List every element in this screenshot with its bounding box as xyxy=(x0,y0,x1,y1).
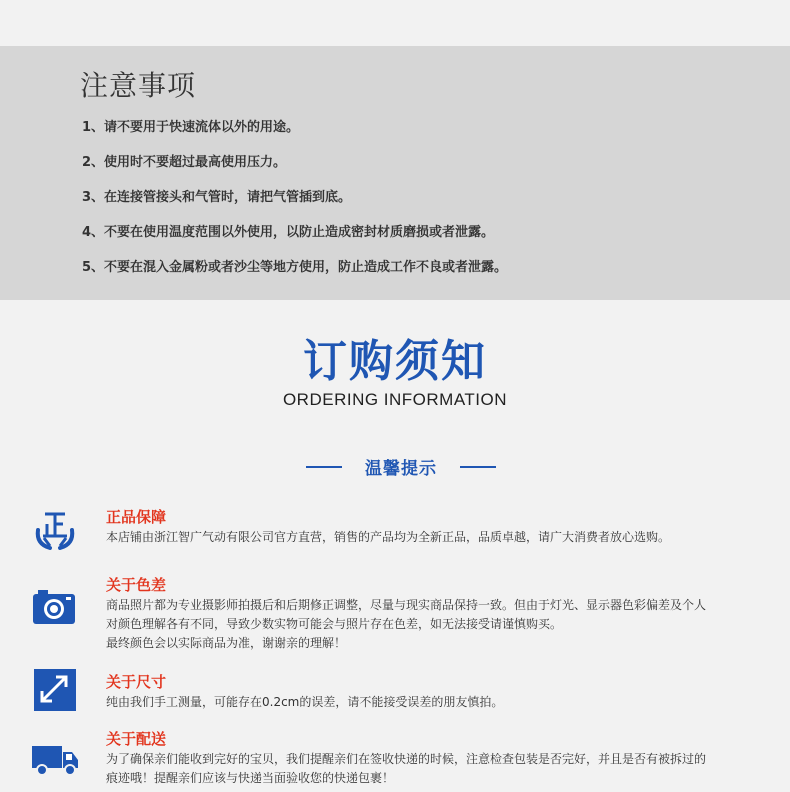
section-line: 本店铺由浙江智广气动有限公司官方直营，销售的产品均为全新正品，品质卓越，请广大消费者放心选购。 xyxy=(106,530,671,544)
notice-panel xyxy=(0,46,790,300)
section-body xyxy=(106,750,768,788)
section-line: 为了确保亲们能收到完好的宝贝，我们提醒亲们在签收快递的时候，注意检查包装是否完好，并且是否有被拆过的 xyxy=(106,752,707,766)
ordering-subtitle: ORDERING INFORMATION xyxy=(282,390,508,409)
top-strip xyxy=(0,0,790,46)
genuine-shield-icon xyxy=(30,508,80,554)
camera-icon xyxy=(30,584,80,630)
notice-item: 4、不要在使用温度范围以外使用，以防止造成密封材质磨损或者泄露。 xyxy=(82,225,495,240)
tip-text: 温馨提示 xyxy=(365,459,437,479)
notice-list xyxy=(82,118,507,293)
section-body xyxy=(106,693,768,712)
section-heading: 关于配送 xyxy=(106,730,167,748)
notice-title: 注意事项 xyxy=(80,69,197,102)
notice-item: 5、不要在混入金属粉或者沙尘等地方使用，防止造成工作不良或者泄露。 xyxy=(82,260,508,275)
ruler-arrow-icon xyxy=(30,669,80,715)
tip-line-left xyxy=(306,466,342,468)
notice-item: 1、请不要用于快速流体以外的用途。 xyxy=(82,120,300,135)
section-line: 痕迹哦！提醒亲们应该与快递当面验收您的快递包裹！ xyxy=(106,771,395,785)
section-body xyxy=(106,596,768,653)
section-heading: 关于色差 xyxy=(106,576,167,594)
section-line: 最终颜色会以实际商品为准，谢谢亲的理解！ xyxy=(106,636,347,650)
tip-line-right xyxy=(460,466,496,468)
section-line: 对颜色理解各有不同，导致少数实物可能会与照片存在色差，如无法接受请谨慎购买。 xyxy=(106,617,563,631)
section-line: 纯由我们手工测量，可能存在0.2cm的误差，请不能接受误差的朋友慎拍。 xyxy=(106,695,504,709)
section-body xyxy=(106,528,768,547)
notice-item: 2、使用时不要超过最高使用压力。 xyxy=(82,155,287,170)
delivery-truck-icon xyxy=(30,742,80,788)
section-heading: 正品保障 xyxy=(106,508,167,526)
ordering-title: 订购须知 xyxy=(303,336,487,387)
notice-item: 3、在连接管接头和气管时，请把气管插到底。 xyxy=(82,190,352,205)
section-line: 商品照片都为专业摄影师拍摄后和后期修正调整，尽量与现实商品保持一致。但由于灯光、显示器色彩偏差及个人 xyxy=(106,598,707,612)
section-heading: 关于尺寸 xyxy=(106,673,167,691)
warm-tip-header xyxy=(0,454,790,480)
